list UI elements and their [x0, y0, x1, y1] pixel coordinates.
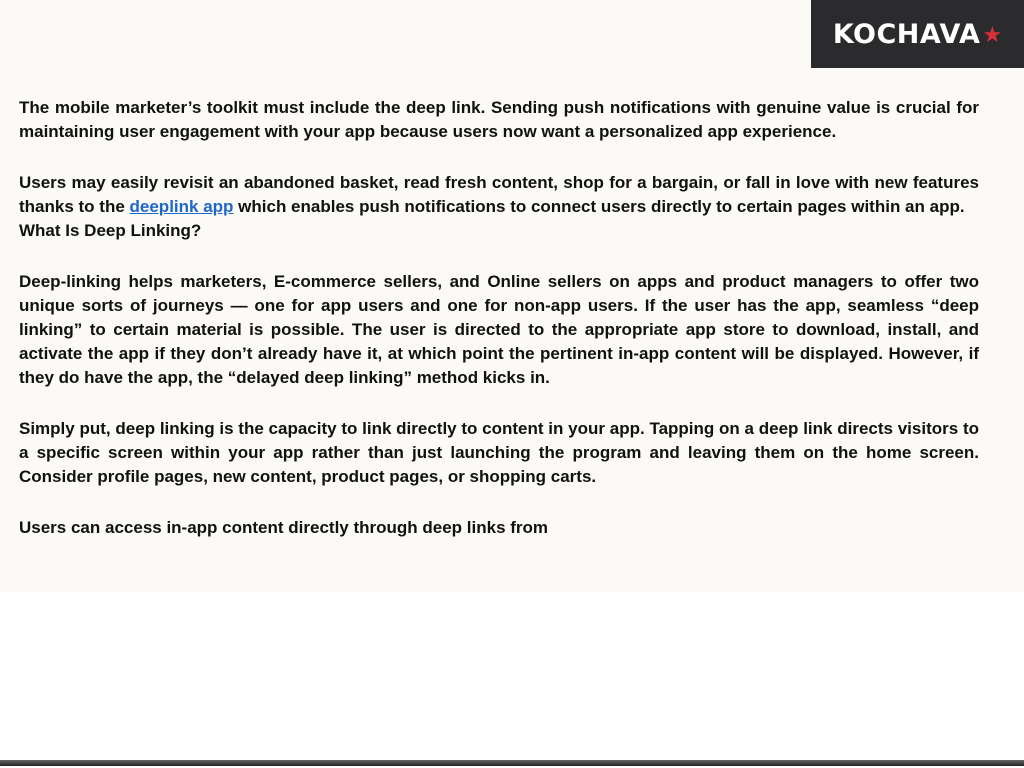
- paragraph-access: Users can access in-app content directly through deep links from: [19, 518, 549, 537]
- article-body: [19, 96, 979, 540]
- bottom-divider: [0, 760, 1024, 766]
- paragraph-journeys: Deep-linking helps marketers, E-commerce sellers, and Online sellers on apps and product managers to offer two unique sorts of journeys — one for app users and one for non-app users. If the user has the app, seamless “deep linking” to certain material is possible. The user is directed to the appropriate app store to download, install, and activate the app if they don’t already have it, at which point the pertinent in-app content will be displayed. However, if they do have the app, the “delayed deep linking” method kicks in.: [19, 272, 979, 387]
- kochava-logo: [811, 0, 1024, 68]
- paragraph-deeplink-app: [19, 171, 979, 219]
- section-heading: What Is Deep Linking?: [19, 221, 202, 240]
- star-icon: ★: [982, 22, 1003, 47]
- deeplink-app-link[interactable]: deeplink app: [129, 197, 234, 216]
- paragraph-definition: Simply put, deep linking is the capacity to link directly to content in your app. Tapping on a deep link directs visitors to a specific screen within your app rather than just launching the program and leaving them on the home screen. Consider profile pages, new content, product pages, or shopping carts.: [19, 419, 979, 486]
- paragraph-text: which enables push notifications to connect users directly to certain pages within an app.: [233, 197, 965, 216]
- logo-text: KOCHAVA: [832, 18, 981, 50]
- paragraph-text: Users may easily revisit an abandoned basket, read fresh content, shop for a bargain, or fall in love with new features thanks to the: [19, 173, 979, 216]
- paragraph-intro: The mobile marketer’s toolkit must include the deep link. Sending push notifications with genuine value is crucial for maintaining user engagement with your app because users now want a personalized app experience.: [19, 98, 979, 141]
